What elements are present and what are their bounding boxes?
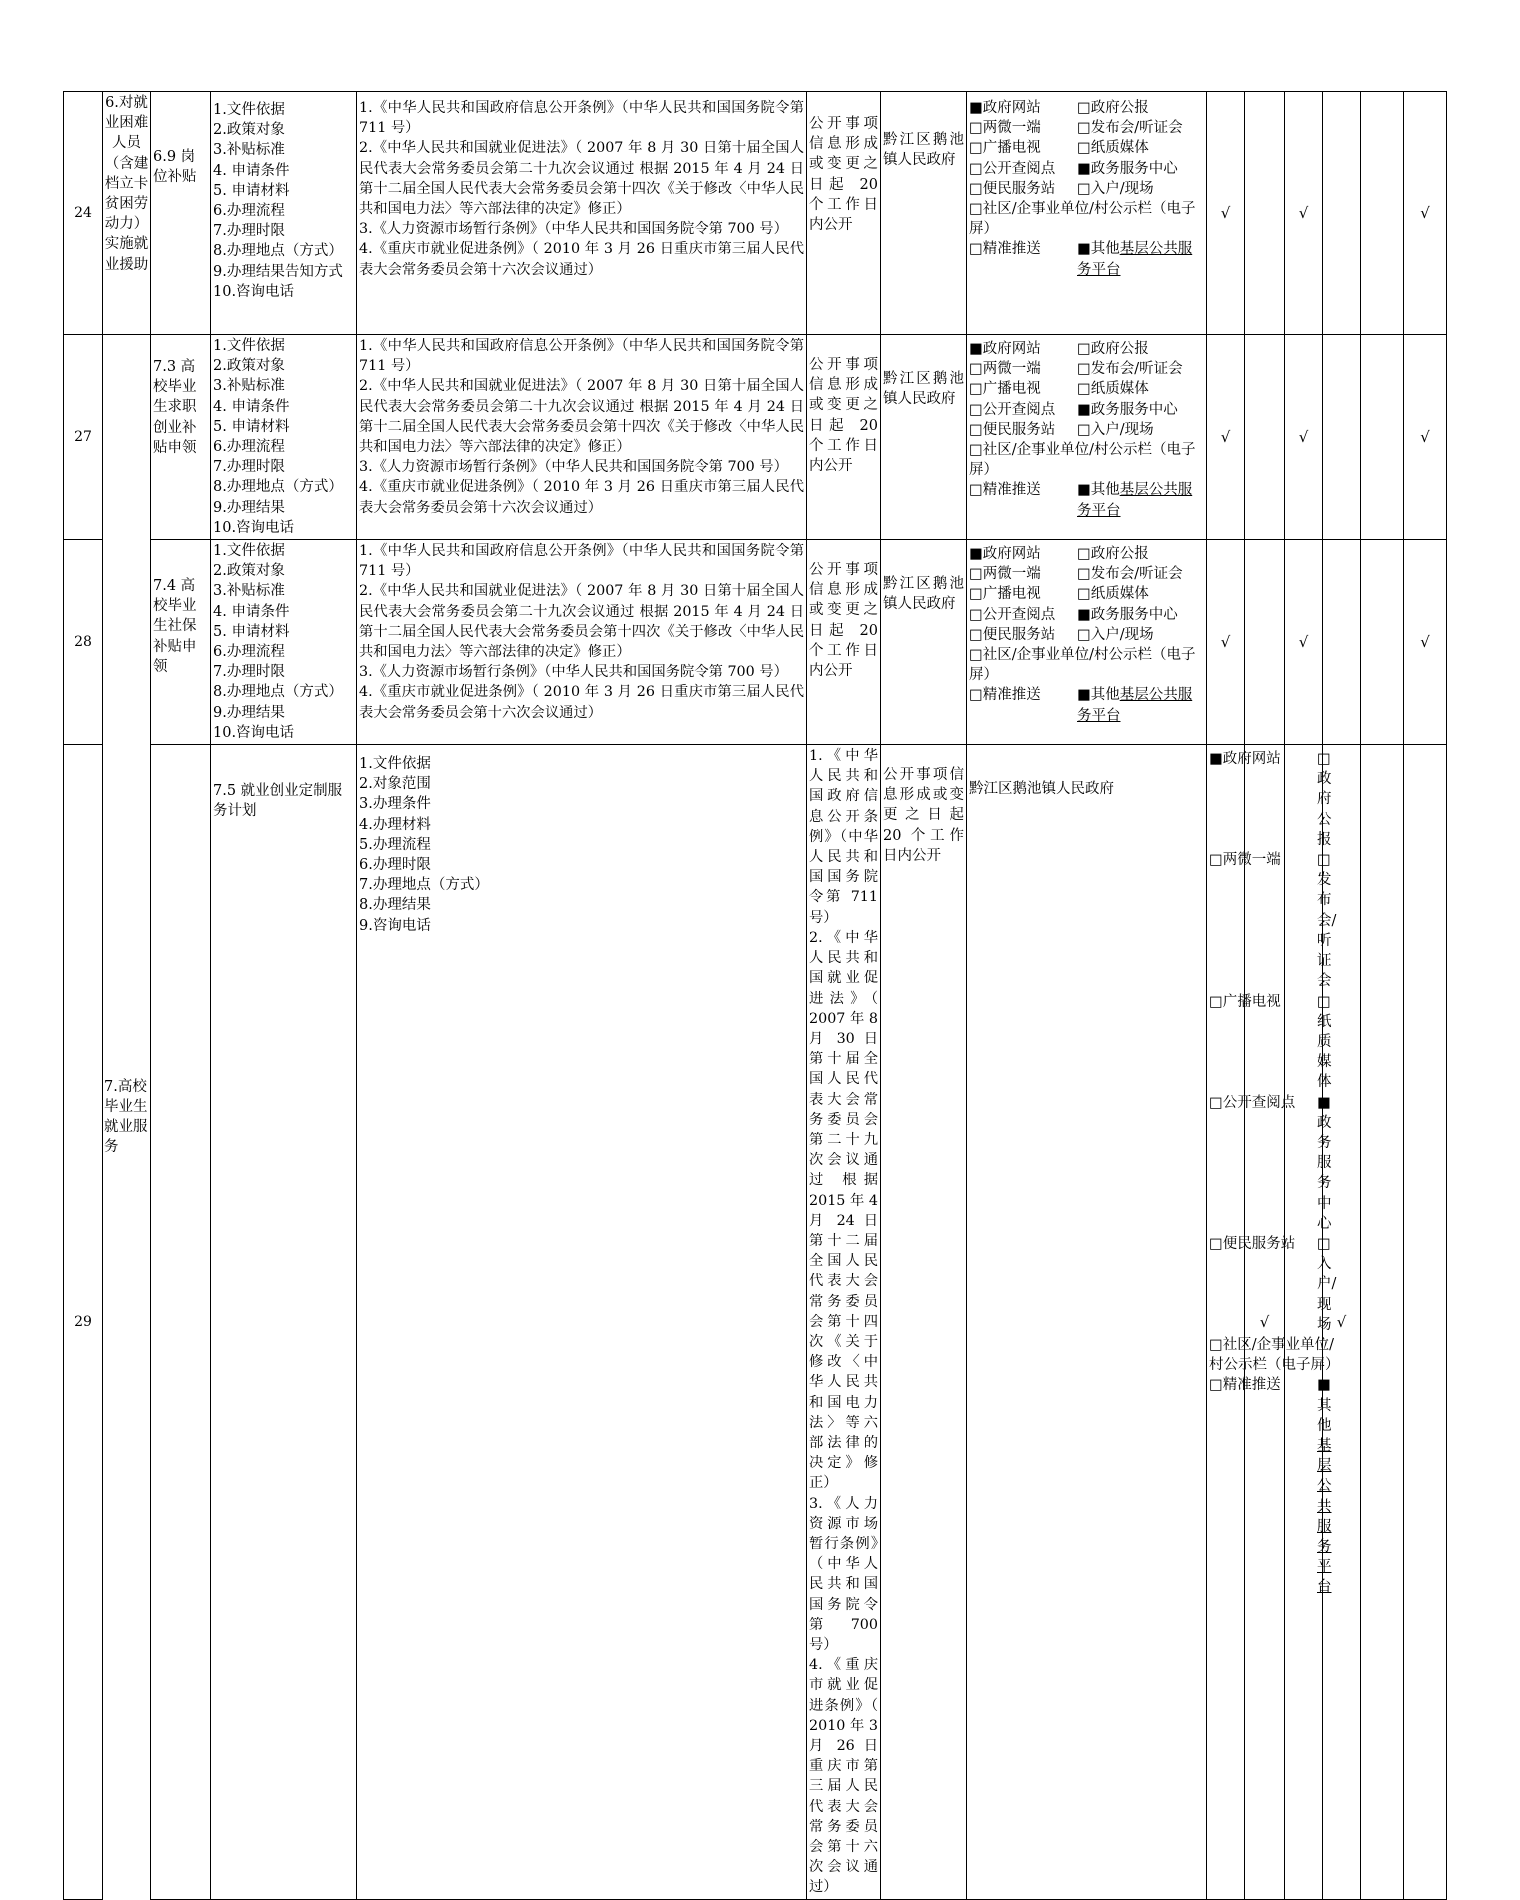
time-limit-cell: 公开事项信息形成或变更之日起 20 个工作日内公开 (881, 745, 967, 1900)
check-mark: √ (1323, 745, 1361, 1900)
check-mark: √ (1207, 92, 1245, 335)
row-number: 29 (64, 745, 103, 1900)
law-basis-cell: 1.《中华人民共和国政府信息公开条例》（中华人民共和国国务院令第 711 号） 2.《中华人民共和国就业促进法》（ 2007 年 8 月 30 日第十届全国人民代表大会常务委员会第二十九次会议通过 根据 2015 年 4 月 24 日第十二届全国人民代表大会常务委员会第十四次《关于修改〈中华人民共和国电力法〉等六部法律的决定》修正） 3.《人力资源市场暂行条例》（中华人民共和国国务院令第 700 号） 4.《重庆市就业促进条例》（ 2010 年 3 月 26 日重庆市第三届人民代表大会常务委员会第十六次会议通过） (357, 335, 807, 540)
disclosure-table (63, 91, 1447, 1900)
table-row (64, 92, 1447, 335)
time-limit-cell: 公开事项信息形成或变更之日起 20 个工作日内公开 (807, 540, 881, 745)
responsible-org-cell: 黔江区鹅池镇人民政府 (881, 540, 967, 745)
category-cell: 6.对就业困难人员（含建档立卡贫困劳动力）实施就业援助 (103, 92, 151, 335)
responsible-org-cell: 黔江区鹅池镇人民政府 (967, 745, 1207, 1900)
channels-cell: ■政府网站 □政府公报 □两微一端 □发布会/听证会 □广播电视 □纸质媒体 □公开查阅点 ■政务服务中心 □便民服务站 □入户/现场 □社区/企事业单位/村公示栏（电子屏） □精准推送 ■其他基层公共服务平台 (967, 92, 1207, 335)
empty-mark (1323, 92, 1361, 335)
empty-mark (1245, 92, 1285, 335)
subcategory-cell: 7.5 就业创业定制服务计划 (211, 745, 357, 1900)
check-mark: √ (1404, 335, 1447, 540)
empty-mark (1404, 745, 1447, 1900)
empty-mark (1245, 540, 1285, 745)
law-basis-cell: 1.《中华人民共和国政府信息公开条例》（中华人民共和国国务院令第 711 号） 2.《中华人民共和国就业促进法》（ 2007 年 8 月 30 日第十届全国人民代表大会常务委员会第二十九次会议通过 根据 2015 年 4 月 24 日第十二届全国人民代表大会常务委员会第十四次《关于修改〈中华人民共和国电力法〉等六部法律的决定》修正） 3.《人力资源市场暂行条例》（中华人民共和国国务院令第 700 号） 4.《重庆市就业促进条例》（ 2010 年 3 月 26 日重庆市第三届人民代表大会常务委员会第十六次会议通过） (357, 540, 807, 745)
time-limit-cell: 公开事项信息形成或变更之日起 20 个工作日内公开 (807, 92, 881, 335)
subcategory-cell: 7.4 高校毕业生社保补贴申领 (151, 540, 211, 745)
empty-mark (1361, 92, 1404, 335)
time-limit-cell: 公开事项信息形成或变更之日起 20 个工作日内公开 (807, 335, 881, 540)
table-row (64, 335, 1447, 540)
check-mark: √ (1285, 92, 1323, 335)
channels-cell: ■政府网站 □政府公报 □两微一端 □发布会/听证会 □广播电视 □纸质媒体 □公开查阅点 ■政务服务中心 □便民服务站 □入户/现场 □社区/企事业单位/村公示栏（电子屏） □精准推送 ■其他基层公共服务平台 (967, 335, 1207, 540)
merged-category-cell: 7.高校毕业生就业服务 (103, 335, 151, 1900)
subcategory-cell: 7.3 高校毕业生求职创业补贴申领 (151, 335, 211, 540)
row-number: 27 (64, 335, 103, 540)
items-cell: 1.文件依据 2.对象范围 3.办理条件 4.办理材料 5.办理流程 6.办理时限 7.办理地点（方式） 8.办理结果 9.咨询电话 (357, 745, 807, 1900)
check-mark: √ (1207, 335, 1245, 540)
empty-mark (1323, 540, 1361, 745)
table-row (64, 745, 1447, 1900)
category-cell (151, 745, 211, 1900)
check-mark: √ (1207, 540, 1245, 745)
items-cell: 1.文件依据 2.政策对象 3.补贴标准 4. 申请条件 5. 申请材料 6.办理流程 7.办理时限 8.办理地点（方式） 9.办理结果 10.咨询电话 (211, 335, 357, 540)
check-mark: √ (1404, 540, 1447, 745)
channels-cell: ■政府网站 □政府公报 □两微一端 □发布会/听证会 □广播电视 □纸质媒体 □公开查阅点 ■政务服务中心 □便民服务站 □入户/现场 □社区/企事业单位/村公示栏（电子屏） □精准推送 ■其他基层公共服务平台 (967, 540, 1207, 745)
items-cell: 1.文件依据 2.政策对象 3.补贴标准 4. 申请条件 5. 申请材料 6.办理流程 7.办理时限 8.办理地点（方式） 9.办理结果 10.咨询电话 (211, 540, 357, 745)
subcategory-cell: 6.9 岗位补贴 (151, 92, 211, 335)
empty-mark (1361, 745, 1404, 1900)
channels-cell: ■政府网站 □政府公报 □两微一端 □发布会/听证会 □广播电视 □纸质媒体 □公开查阅点 ■政务服务中心 □便民服务站 □入户/现场 □社区/企事业单位/村公示栏（电子屏） □精准推送 ■其他基层公共服务平台 (1207, 745, 1245, 1900)
check-mark: √ (1285, 540, 1323, 745)
check-mark: √ (1285, 335, 1323, 540)
items-cell: 1.文件依据 2.政策对象 3.补贴标准 4. 申请条件 5. 申请材料 6.办理流程 7.办理时限 8.办理地点（方式） 9.办理结果告知方式 10.咨询电话 (211, 92, 357, 335)
empty-mark (1245, 335, 1285, 540)
empty-mark (1361, 540, 1404, 745)
row-number: 28 (64, 540, 103, 745)
empty-mark (1323, 335, 1361, 540)
row-number: 24 (64, 92, 103, 335)
law-basis-cell: 1.《中华人民共和国政府信息公开条例》（中华人民共和国国务院令第 711 号） 2.《中华人民共和国就业促进法》（ 2007 年 8 月 30 日第十届全国人民代表大会常务委员会第二十九次会议通过 根据 2015 年 4 月 24 日第十二届全国人民代表大会常务委员会第十四次《关于修改〈中华人民共和国电力法〉等六部法律的决定》修正） 3.《人力资源市场暂行条例》（中华人民共和国国务院令第 700 号） 4.《重庆市就业促进条例》（ 2010 年 3 月 26 日重庆市第三届人民代表大会常务委员会第十六次会议通过） (357, 92, 807, 335)
check-mark: √ (1404, 92, 1447, 335)
law-basis-cell: 1.《中华人民共和国政府信息公开条例》（中华人民共和国国务院令第 711 号） 2.《中华人民共和国就业促进法》（ 2007 年 8 月 30 日第十届全国人民代表大会常务委员会第二十九次会议通过 根据 2015 年 4 月 24 日第十二届全国人民代表大会常务委员会第十四次《关于修改〈中华人民共和国电力法〉等六部法律的决定》修正） 3.《人力资源市场暂行条例》（中华人民共和国国务院令第 700 号） 4.《重庆市就业促进条例》（ 2010 年 3 月 26 日重庆市第三届人民代表大会常务委员会第十六次会议通过） (807, 745, 881, 1900)
table-row (64, 540, 1447, 745)
responsible-org-cell: 黔江区鹅池镇人民政府 (881, 92, 967, 335)
responsible-org-cell: 黔江区鹅池镇人民政府 (881, 335, 967, 540)
check-mark: √ (1245, 745, 1285, 1900)
empty-mark (1361, 335, 1404, 540)
